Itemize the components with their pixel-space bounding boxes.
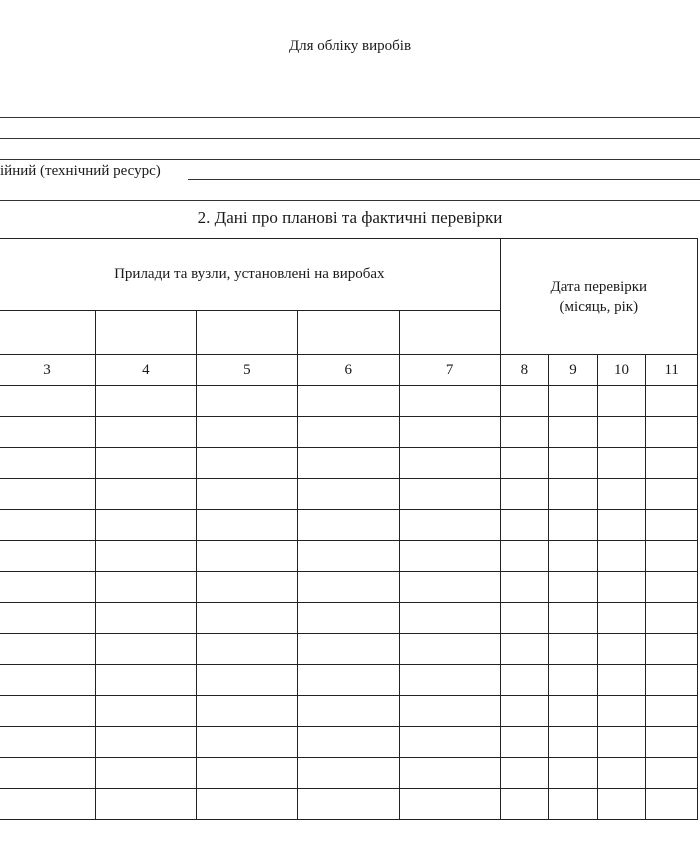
table-cell[interactable] xyxy=(0,696,95,727)
table-cell[interactable] xyxy=(0,541,95,572)
table-cell[interactable] xyxy=(95,789,196,820)
table-cell[interactable] xyxy=(399,479,500,510)
table-cell[interactable] xyxy=(646,665,698,696)
table-cell[interactable] xyxy=(549,417,598,448)
table-cell[interactable] xyxy=(646,603,698,634)
table-cell[interactable] xyxy=(297,758,399,789)
table-cell[interactable] xyxy=(297,634,399,665)
table-row xyxy=(0,727,698,758)
table-cell[interactable] xyxy=(500,603,549,634)
table-cell[interactable] xyxy=(549,386,598,417)
table-cell[interactable] xyxy=(399,603,500,634)
table-row xyxy=(0,386,698,417)
table-cell[interactable] xyxy=(646,634,698,665)
table-cell[interactable] xyxy=(0,386,95,417)
table-cell[interactable] xyxy=(0,448,95,479)
column-number: 9 xyxy=(549,355,598,386)
table-cell[interactable] xyxy=(297,386,399,417)
table-cell[interactable] xyxy=(549,448,598,479)
column-number: 4 xyxy=(95,355,196,386)
table-cell[interactable] xyxy=(297,572,399,603)
table-row xyxy=(0,696,698,727)
table-cell[interactable] xyxy=(95,448,196,479)
table-cell[interactable] xyxy=(549,789,598,820)
table-row xyxy=(0,572,698,603)
table-cell[interactable] xyxy=(399,634,500,665)
table-cell[interactable] xyxy=(597,634,646,665)
table-cell[interactable] xyxy=(196,603,297,634)
table-cell[interactable] xyxy=(0,572,95,603)
table-row xyxy=(0,665,698,696)
devices-header: Прилади та вузли, установлені на виробах xyxy=(0,239,500,311)
table-cell[interactable] xyxy=(646,479,698,510)
form-subtitle: Для обліку виробів xyxy=(288,38,412,54)
table-cell[interactable] xyxy=(500,758,549,789)
table-cell[interactable] xyxy=(0,417,95,448)
table-cell[interactable] xyxy=(646,789,698,820)
table-cell[interactable] xyxy=(500,789,549,820)
table-cell[interactable] xyxy=(646,417,698,448)
device-subheader-cell[interactable] xyxy=(297,311,399,355)
table-cell[interactable] xyxy=(597,603,646,634)
table-cell[interactable] xyxy=(597,696,646,727)
table-cell[interactable] xyxy=(196,634,297,665)
device-subheader-cell[interactable] xyxy=(196,311,297,355)
table-row xyxy=(0,634,698,665)
table-cell[interactable] xyxy=(549,665,598,696)
table-cell[interactable] xyxy=(95,603,196,634)
table-cell[interactable] xyxy=(95,727,196,758)
table-cell[interactable] xyxy=(597,386,646,417)
table-cell[interactable] xyxy=(646,727,698,758)
table-cell[interactable] xyxy=(500,665,549,696)
table-row xyxy=(0,479,698,510)
table-cell[interactable] xyxy=(95,479,196,510)
table-cell[interactable] xyxy=(196,758,297,789)
blank-line[interactable] xyxy=(0,138,700,139)
table-cell[interactable] xyxy=(399,789,500,820)
table-cell[interactable] xyxy=(399,448,500,479)
table-row xyxy=(0,789,698,820)
table-cell[interactable] xyxy=(0,727,95,758)
table-cell[interactable] xyxy=(549,758,598,789)
table-cell[interactable] xyxy=(196,417,297,448)
table-cell[interactable] xyxy=(500,479,549,510)
table-cell[interactable] xyxy=(95,417,196,448)
table-cell[interactable] xyxy=(196,572,297,603)
table-cell[interactable] xyxy=(500,572,549,603)
resource-label: ійний (технічний ресурс) xyxy=(0,163,161,179)
table-cell[interactable] xyxy=(597,665,646,696)
table-cell[interactable] xyxy=(297,727,399,758)
column-number: 5 xyxy=(196,355,297,386)
table-cell[interactable] xyxy=(399,572,500,603)
table-cell[interactable] xyxy=(646,696,698,727)
table-cell[interactable] xyxy=(95,386,196,417)
table-cell[interactable] xyxy=(0,789,95,820)
table-cell[interactable] xyxy=(597,727,646,758)
table-cell[interactable] xyxy=(500,510,549,541)
table-cell[interactable] xyxy=(549,541,598,572)
table-cell[interactable] xyxy=(549,727,598,758)
table-cell[interactable] xyxy=(646,386,698,417)
column-number: 7 xyxy=(399,355,500,386)
table-cell[interactable] xyxy=(95,541,196,572)
table-cell[interactable] xyxy=(399,417,500,448)
table-cell[interactable] xyxy=(0,758,95,789)
table-cell[interactable] xyxy=(95,696,196,727)
table-cell[interactable] xyxy=(297,510,399,541)
column-number: 10 xyxy=(597,355,646,386)
table-cell[interactable] xyxy=(500,727,549,758)
date-header-line1: Дата перевірки xyxy=(550,278,648,295)
table-cell[interactable] xyxy=(0,634,95,665)
checks-table xyxy=(0,238,698,820)
date-header-line2: (місяць, рік) xyxy=(559,298,639,315)
table-cell[interactable] xyxy=(646,758,698,789)
table-cell[interactable] xyxy=(297,479,399,510)
table-cell[interactable] xyxy=(196,665,297,696)
table-cell[interactable] xyxy=(549,634,598,665)
table-cell[interactable] xyxy=(297,417,399,448)
resource-field xyxy=(0,163,700,185)
table-cell[interactable] xyxy=(500,417,549,448)
table-cell[interactable] xyxy=(95,758,196,789)
table-cell[interactable] xyxy=(297,603,399,634)
table-cell[interactable] xyxy=(646,510,698,541)
table-cell[interactable] xyxy=(597,479,646,510)
table-cell[interactable] xyxy=(399,758,500,789)
table-cell[interactable] xyxy=(196,696,297,727)
table-cell[interactable] xyxy=(500,386,549,417)
table-cell[interactable] xyxy=(297,696,399,727)
table-cell[interactable] xyxy=(646,541,698,572)
table-cell[interactable] xyxy=(500,696,549,727)
date-header xyxy=(500,239,697,355)
table-cell[interactable] xyxy=(196,479,297,510)
table-cell[interactable] xyxy=(500,448,549,479)
table-cell[interactable] xyxy=(549,603,598,634)
table-cell[interactable] xyxy=(399,665,500,696)
device-subheader-cell[interactable] xyxy=(95,311,196,355)
table-cell[interactable] xyxy=(95,572,196,603)
column-number: 6 xyxy=(297,355,399,386)
resource-blank[interactable] xyxy=(188,179,700,180)
blank-line[interactable] xyxy=(0,200,700,201)
table-cell[interactable] xyxy=(399,510,500,541)
table-cell[interactable] xyxy=(297,448,399,479)
table-cell[interactable] xyxy=(196,386,297,417)
table-cell[interactable] xyxy=(597,510,646,541)
column-number: 3 xyxy=(0,355,95,386)
section-title: 2. Дані про планові та фактичні перевірки xyxy=(197,208,503,227)
table-cell[interactable] xyxy=(95,510,196,541)
table-row xyxy=(0,417,698,448)
table-cell[interactable] xyxy=(549,510,598,541)
device-subheader-cell[interactable] xyxy=(399,311,500,355)
column-number-row xyxy=(0,355,698,386)
table-cell[interactable] xyxy=(399,386,500,417)
table-cell[interactable] xyxy=(399,541,500,572)
table-cell[interactable] xyxy=(297,541,399,572)
table-cell[interactable] xyxy=(196,448,297,479)
table-cell[interactable] xyxy=(597,541,646,572)
table-cell[interactable] xyxy=(196,727,297,758)
table-row xyxy=(0,603,698,634)
blank-line[interactable] xyxy=(0,159,700,160)
table-cell[interactable] xyxy=(399,727,500,758)
table-row xyxy=(0,541,698,572)
table-cell[interactable] xyxy=(0,479,95,510)
table-cell[interactable] xyxy=(0,603,95,634)
blank-line[interactable] xyxy=(0,117,700,118)
table-row xyxy=(0,510,698,541)
table-cell[interactable] xyxy=(597,758,646,789)
table-cell[interactable] xyxy=(597,448,646,479)
table-cell[interactable] xyxy=(646,448,698,479)
table-cell[interactable] xyxy=(500,634,549,665)
table-row xyxy=(0,448,698,479)
column-number: 8 xyxy=(500,355,549,386)
table-cell[interactable] xyxy=(549,572,598,603)
table-cell[interactable] xyxy=(297,665,399,696)
table-cell[interactable] xyxy=(196,510,297,541)
table-cell[interactable] xyxy=(597,417,646,448)
table-cell[interactable] xyxy=(597,789,646,820)
table-cell[interactable] xyxy=(0,665,95,696)
column-number: 11 xyxy=(646,355,698,386)
table-cell[interactable] xyxy=(297,789,399,820)
table-cell[interactable] xyxy=(95,634,196,665)
table-cell[interactable] xyxy=(196,789,297,820)
table-row xyxy=(0,758,698,789)
table-cell[interactable] xyxy=(95,665,196,696)
table-cell[interactable] xyxy=(597,572,646,603)
table-cell[interactable] xyxy=(500,541,549,572)
table-cell[interactable] xyxy=(549,479,598,510)
table-cell[interactable] xyxy=(0,510,95,541)
table-cell[interactable] xyxy=(196,541,297,572)
table-cell[interactable] xyxy=(399,696,500,727)
table-cell[interactable] xyxy=(646,572,698,603)
device-subheader-cell[interactable] xyxy=(0,311,95,355)
table-cell[interactable] xyxy=(549,696,598,727)
